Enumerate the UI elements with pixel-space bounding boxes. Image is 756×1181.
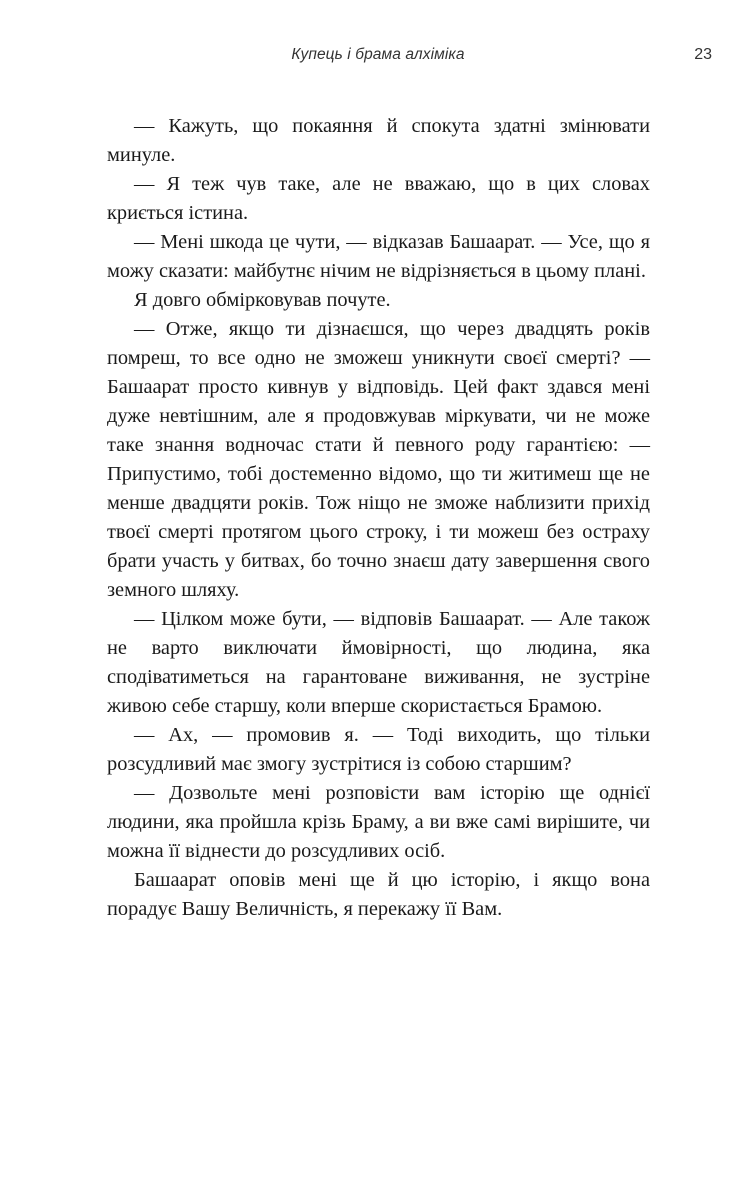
running-title: Купець і брама алхіміка: [291, 46, 465, 63]
paragraph: — Отже, якщо ти дізнаєшся, що через двадцять років помреш, то все одно не зможеш уникнути своєї смерті? — Башаарат просто кивнув у відповідь. Цей факт здався мені дуже невтішним, але я продовжував міркувати, чи не може таке знання водночас стати й певного роду гарантією: — Припустимо, тобі достеменно відомо, що ти житимеш ще не менше двадцяти років. Тож ніщо не зможе наблизити прихід твоєї смерті протягом цього строку, і ти можеш без остраху брати участь у битвах, бо точно знаєш дату завершення свого земного шляху.: [107, 318, 650, 601]
paragraph: — Мені шкода це чути, — відказав Башаарат. — Усе, що я можу сказати: майбутнє нічим не відрізняється в цьому плані.: [107, 231, 650, 282]
paragraph: — Я теж чув таке, але не вважаю, що в цих словах криється істина.: [107, 173, 650, 224]
paragraph: Я довго обмірковував почуте.: [134, 289, 391, 311]
paragraph: — Дозвольте мені розповісти вам історію ще однієї людини, яка пройшла крізь Браму, а ви вже самі вирішите, чи можна її віднести до розсудливих осіб.: [107, 782, 650, 862]
paragraph: — Кажуть, що покаяння й спокута здатні змінювати минуле.: [107, 115, 650, 166]
paragraph: — Ах, — промовив я. — Тоді виходить, що тільки розсудливий має змогу зустрітися із собою старшим?: [107, 724, 650, 775]
page-header: [0, 46, 756, 76]
page-number: 23: [694, 46, 712, 63]
body-text: [107, 112, 650, 924]
paragraph: — Цілком може бути, — відповів Башаарат. — Але також не варто виключати ймовірності, що людина, яка сподіватиметься на гарантоване виживання, не зустріне живою себе старшу, коли вперше скористається Брамою.: [107, 608, 650, 717]
paragraph: Башаарат оповів мені ще й цю історію, і якщо вона порадує Вашу Величність, я перекажу її Вам.: [107, 869, 650, 920]
